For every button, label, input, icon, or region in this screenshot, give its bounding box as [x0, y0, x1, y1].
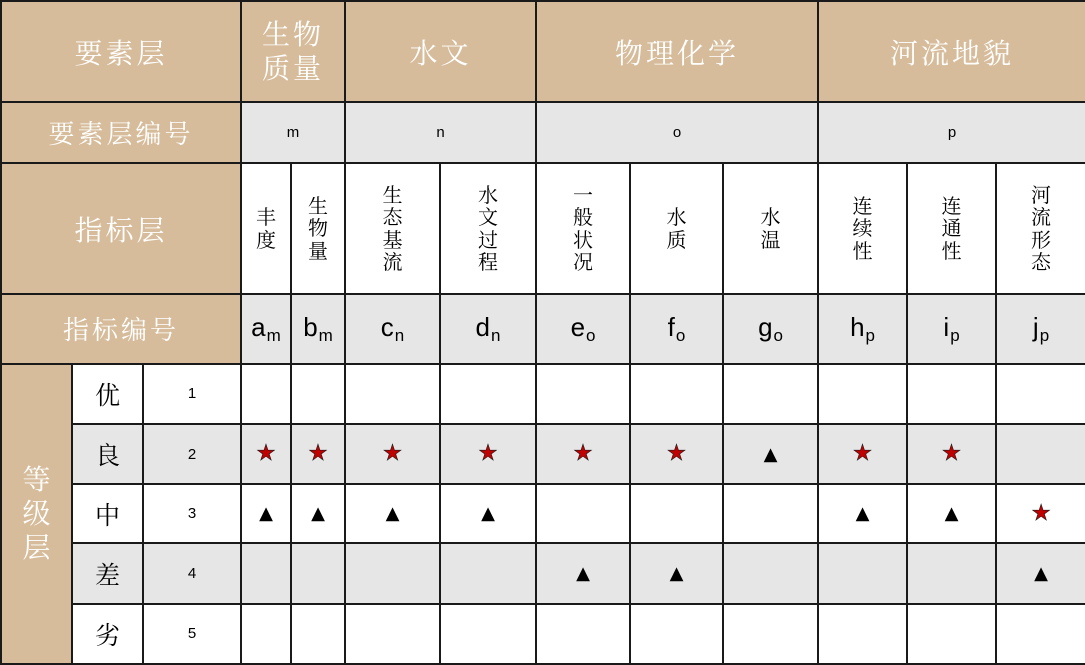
rating-cell [291, 604, 345, 664]
rating-cell [440, 604, 536, 664]
rating-cell [630, 364, 723, 424]
indicator-code-sub: n [394, 325, 405, 345]
rating-cell [630, 604, 723, 664]
indicator-code-base: b [303, 311, 318, 342]
indicator-code [440, 294, 536, 363]
indicator-layer-label: 指标层 [1, 163, 241, 295]
triangle-icon: ▲ [944, 503, 959, 525]
rating-cell [818, 484, 907, 543]
indicator-code-sub: m [266, 325, 281, 345]
rating-cell [723, 424, 818, 484]
triangle-icon: ▲ [481, 503, 495, 525]
indicator-code [345, 294, 440, 363]
indicator-cell [996, 163, 1085, 295]
level-name: 中 [72, 484, 143, 543]
indicator-code [630, 294, 723, 363]
rating-cell [291, 543, 345, 603]
rating-cell [630, 484, 723, 543]
level-row-good [1, 424, 1085, 484]
indicator-code-base: g [758, 311, 773, 342]
level-name: 差 [72, 543, 143, 603]
rating-cell [818, 424, 907, 484]
level-name: 优 [72, 364, 143, 424]
rating-cell [907, 424, 996, 484]
indicator-cell [345, 163, 440, 295]
star-icon: ★ [382, 441, 403, 467]
indicator-code [241, 294, 291, 363]
triangle-icon: ▲ [669, 563, 684, 585]
indicator-name: 连 续 性 [852, 193, 873, 263]
rating-cell [291, 424, 345, 484]
indicator-cell [536, 163, 630, 295]
group-header-biomass-text: 生物 质量 [262, 17, 325, 85]
triangle-icon: ▲ [576, 563, 590, 585]
star-icon: ★ [478, 441, 498, 467]
indicator-name: 水 文 过 程 [478, 182, 499, 274]
triangle-icon: ▲ [311, 503, 325, 525]
indicator-cell [630, 163, 723, 295]
indicator-code-base: h [850, 311, 865, 342]
indicator-code-label: 指标编号 [1, 294, 241, 363]
rating-cell [723, 484, 818, 543]
indicator-code-sub: p [950, 325, 960, 345]
indicator-cell [723, 163, 818, 295]
indicator-code-sub: o [586, 325, 596, 345]
indicator-row [1, 163, 1085, 295]
triangle-icon: ▲ [1034, 563, 1048, 585]
level-number: 2 [143, 424, 241, 484]
star-icon: ★ [1031, 500, 1051, 526]
rating-cell [907, 364, 996, 424]
indicator-code [723, 294, 818, 363]
level-number: 3 [143, 484, 241, 543]
rating-cell [241, 364, 291, 424]
rating-cell [345, 424, 440, 484]
rating-cell [440, 484, 536, 543]
level-number: 1 [143, 364, 241, 424]
rating-cell [241, 604, 291, 664]
rating-cell [996, 424, 1085, 484]
indicator-name: 水 温 [760, 205, 781, 252]
star-icon: ★ [941, 441, 962, 467]
group-header-physicochemical: 物理化学 [536, 1, 818, 102]
indicator-code [907, 294, 996, 363]
indicator-code-base: c [380, 311, 394, 342]
level-number: 4 [143, 543, 241, 603]
triangle-icon: ▲ [855, 503, 870, 525]
rating-cell [241, 424, 291, 484]
rating-cell [241, 484, 291, 543]
element-code-o: o [536, 102, 818, 162]
indicator-code-sub: p [1039, 325, 1050, 345]
rating-cell [907, 484, 996, 543]
indicator-cell [291, 163, 345, 295]
level-layer-label-text: 等 级 层 [22, 462, 51, 564]
triangle-icon: ▲ [763, 443, 778, 465]
rating-cell [996, 484, 1085, 543]
indicator-code-sub: n [491, 325, 501, 345]
rating-cell [723, 543, 818, 603]
indicator-cell [440, 163, 536, 295]
indicator-code-base: f [667, 311, 675, 342]
triangle-icon: ▲ [385, 503, 400, 525]
indicator-code [996, 294, 1085, 363]
element-code-n: n [345, 102, 536, 162]
indicator-name: 河 流 形 态 [1031, 182, 1052, 274]
rating-cell [440, 364, 536, 424]
element-code-label: 要素层编号 [1, 102, 241, 162]
indicator-code-sub: m [318, 325, 333, 345]
rating-cell [440, 543, 536, 603]
indicator-code-base: j [1032, 311, 1039, 342]
indicator-code-sub: o [773, 325, 783, 345]
rating-cell [345, 543, 440, 603]
rating-cell [291, 364, 345, 424]
star-icon: ★ [256, 441, 276, 467]
indicator-code [536, 294, 630, 363]
indicator-code-base: e [570, 311, 586, 342]
indicator-name: 水 质 [666, 205, 687, 252]
indicator-code [818, 294, 907, 363]
rating-cell [345, 604, 440, 664]
indicator-code-base: a [251, 311, 266, 342]
indicator-code-row [1, 294, 1085, 363]
indicator-cell [241, 163, 291, 295]
indicator-cell [907, 163, 996, 295]
star-icon: ★ [852, 441, 873, 467]
element-code-m: m [241, 102, 345, 162]
indicator-code-sub: o [675, 325, 686, 345]
group-header-geomorphology: 河流地貌 [818, 1, 1085, 102]
level-row-medium [1, 484, 1085, 543]
rating-cell [723, 364, 818, 424]
rating-cell [818, 364, 907, 424]
rating-cell [996, 364, 1085, 424]
indicator-name: 丰 度 [256, 205, 276, 252]
rating-cell [440, 424, 536, 484]
group-header-biomass [241, 1, 345, 102]
level-name: 良 [72, 424, 143, 484]
indicator-code-sub: p [865, 325, 876, 345]
star-icon: ★ [308, 441, 328, 467]
indicator-name: 生 物 量 [308, 193, 328, 263]
indicator-name: 连 通 性 [941, 193, 962, 263]
rating-cell [345, 484, 440, 543]
triangle-icon: ▲ [259, 503, 273, 525]
rating-cell [291, 484, 345, 543]
rating-cell [907, 543, 996, 603]
rating-cell [818, 543, 907, 603]
rating-cell [630, 543, 723, 603]
indicator-name: 一 般 状 况 [573, 182, 594, 274]
group-header-hydrology: 水文 [345, 1, 536, 102]
rating-cell [345, 364, 440, 424]
level-layer-label [1, 364, 72, 664]
rating-cell [536, 484, 630, 543]
level-number: 5 [143, 604, 241, 664]
indicator-code-base: i [943, 311, 950, 342]
indicator-code-base: d [475, 311, 491, 342]
element-layer-label: 要素层 [1, 1, 241, 102]
level-name: 劣 [72, 604, 143, 664]
element-code-p: p [818, 102, 1085, 162]
star-icon: ★ [573, 441, 593, 467]
level-row-bad [1, 604, 1085, 664]
rating-cell [536, 424, 630, 484]
rating-cell [996, 543, 1085, 603]
indicator-name: 生 态 基 流 [382, 182, 403, 274]
rating-cell [723, 604, 818, 664]
rating-cell [536, 543, 630, 603]
rating-cell [241, 543, 291, 603]
rating-cell [536, 364, 630, 424]
level-row-excellent [1, 364, 1085, 424]
rating-cell [818, 604, 907, 664]
rating-cell [996, 604, 1085, 664]
rating-cell [907, 604, 996, 664]
star-icon: ★ [666, 441, 687, 467]
rating-cell [536, 604, 630, 664]
indicator-code [291, 294, 345, 363]
indicator-cell [818, 163, 907, 295]
level-row-poor [1, 543, 1085, 603]
rating-cell [630, 424, 723, 484]
